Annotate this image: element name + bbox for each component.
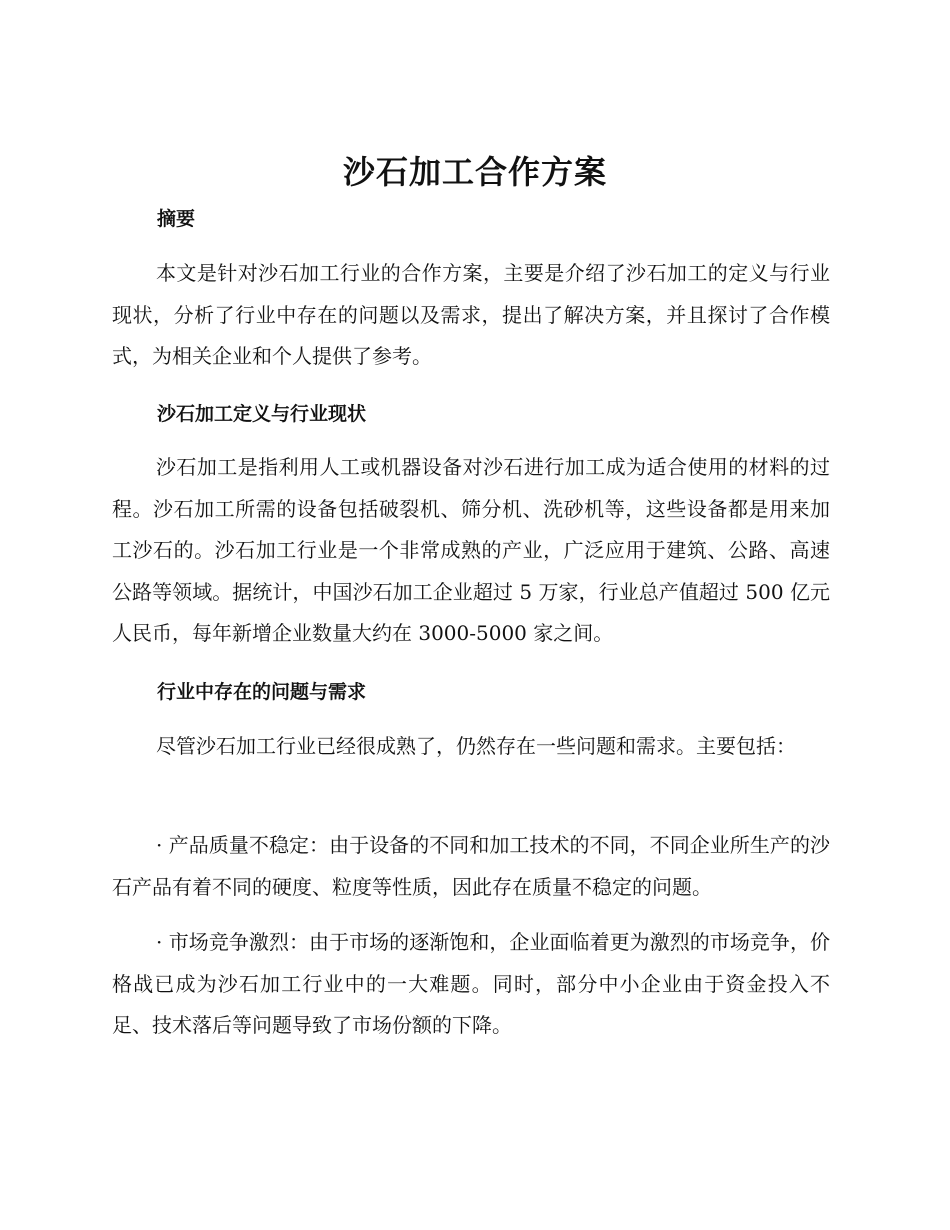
problems-intro-paragraph: 尽管沙石加工行业已经很成熟了，仍然存在一些问题和需求。主要包括： bbox=[156, 734, 796, 758]
section-heading-problems: 行业中存在的问题与需求 bbox=[157, 681, 367, 703]
section-heading-abstract: 摘要 bbox=[157, 208, 196, 230]
definition-paragraph: 沙石加工是指利用人工或机器设备对沙石进行加工成为适合使用的材料的过程。沙石加工所需的设备包括破裂机、筛分机、洗砂机等，这些设备都是用来加工沙石的。沙石加工行业是一个非常成熟的产业，广泛应用于建筑、公路、高速公路等领域。据统计，中国沙石加工企业超过 5 万家，行业总产值超过 500 亿元人民币，每年新增企业数量大约在 3000-5000 家之间。 bbox=[112, 455, 830, 645]
abstract-paragraph: 本文是针对沙石加工行业的合作方案，主要是介绍了沙石加工的定义与行业现状，分析了行业中存在的问题以及需求，提出了解决方案，并且探讨了合作模式，为相关企业和个人提供了参考。 bbox=[112, 261, 830, 368]
document-title: 沙石加工合作方案 bbox=[342, 153, 607, 191]
bullet-item-quality: · 产品质量不稳定：由于设备的不同和加工技术的不同，不同企业所生产的沙石产品有着不同的硬度、粒度等性质，因此存在质量不稳定的问题。 bbox=[112, 833, 830, 899]
bullet-item-competition: · 市场竞争激烈：由于市场的逐渐饱和，企业面临着更为激烈的市场竞争，价格战已成为沙石加工行业中的一大难题。同时，部分中小企业由于资金投入不足、技术落后等问题导致了市场份额的下降。 bbox=[112, 930, 830, 1037]
section-heading-definition: 沙石加工定义与行业现状 bbox=[157, 403, 367, 425]
